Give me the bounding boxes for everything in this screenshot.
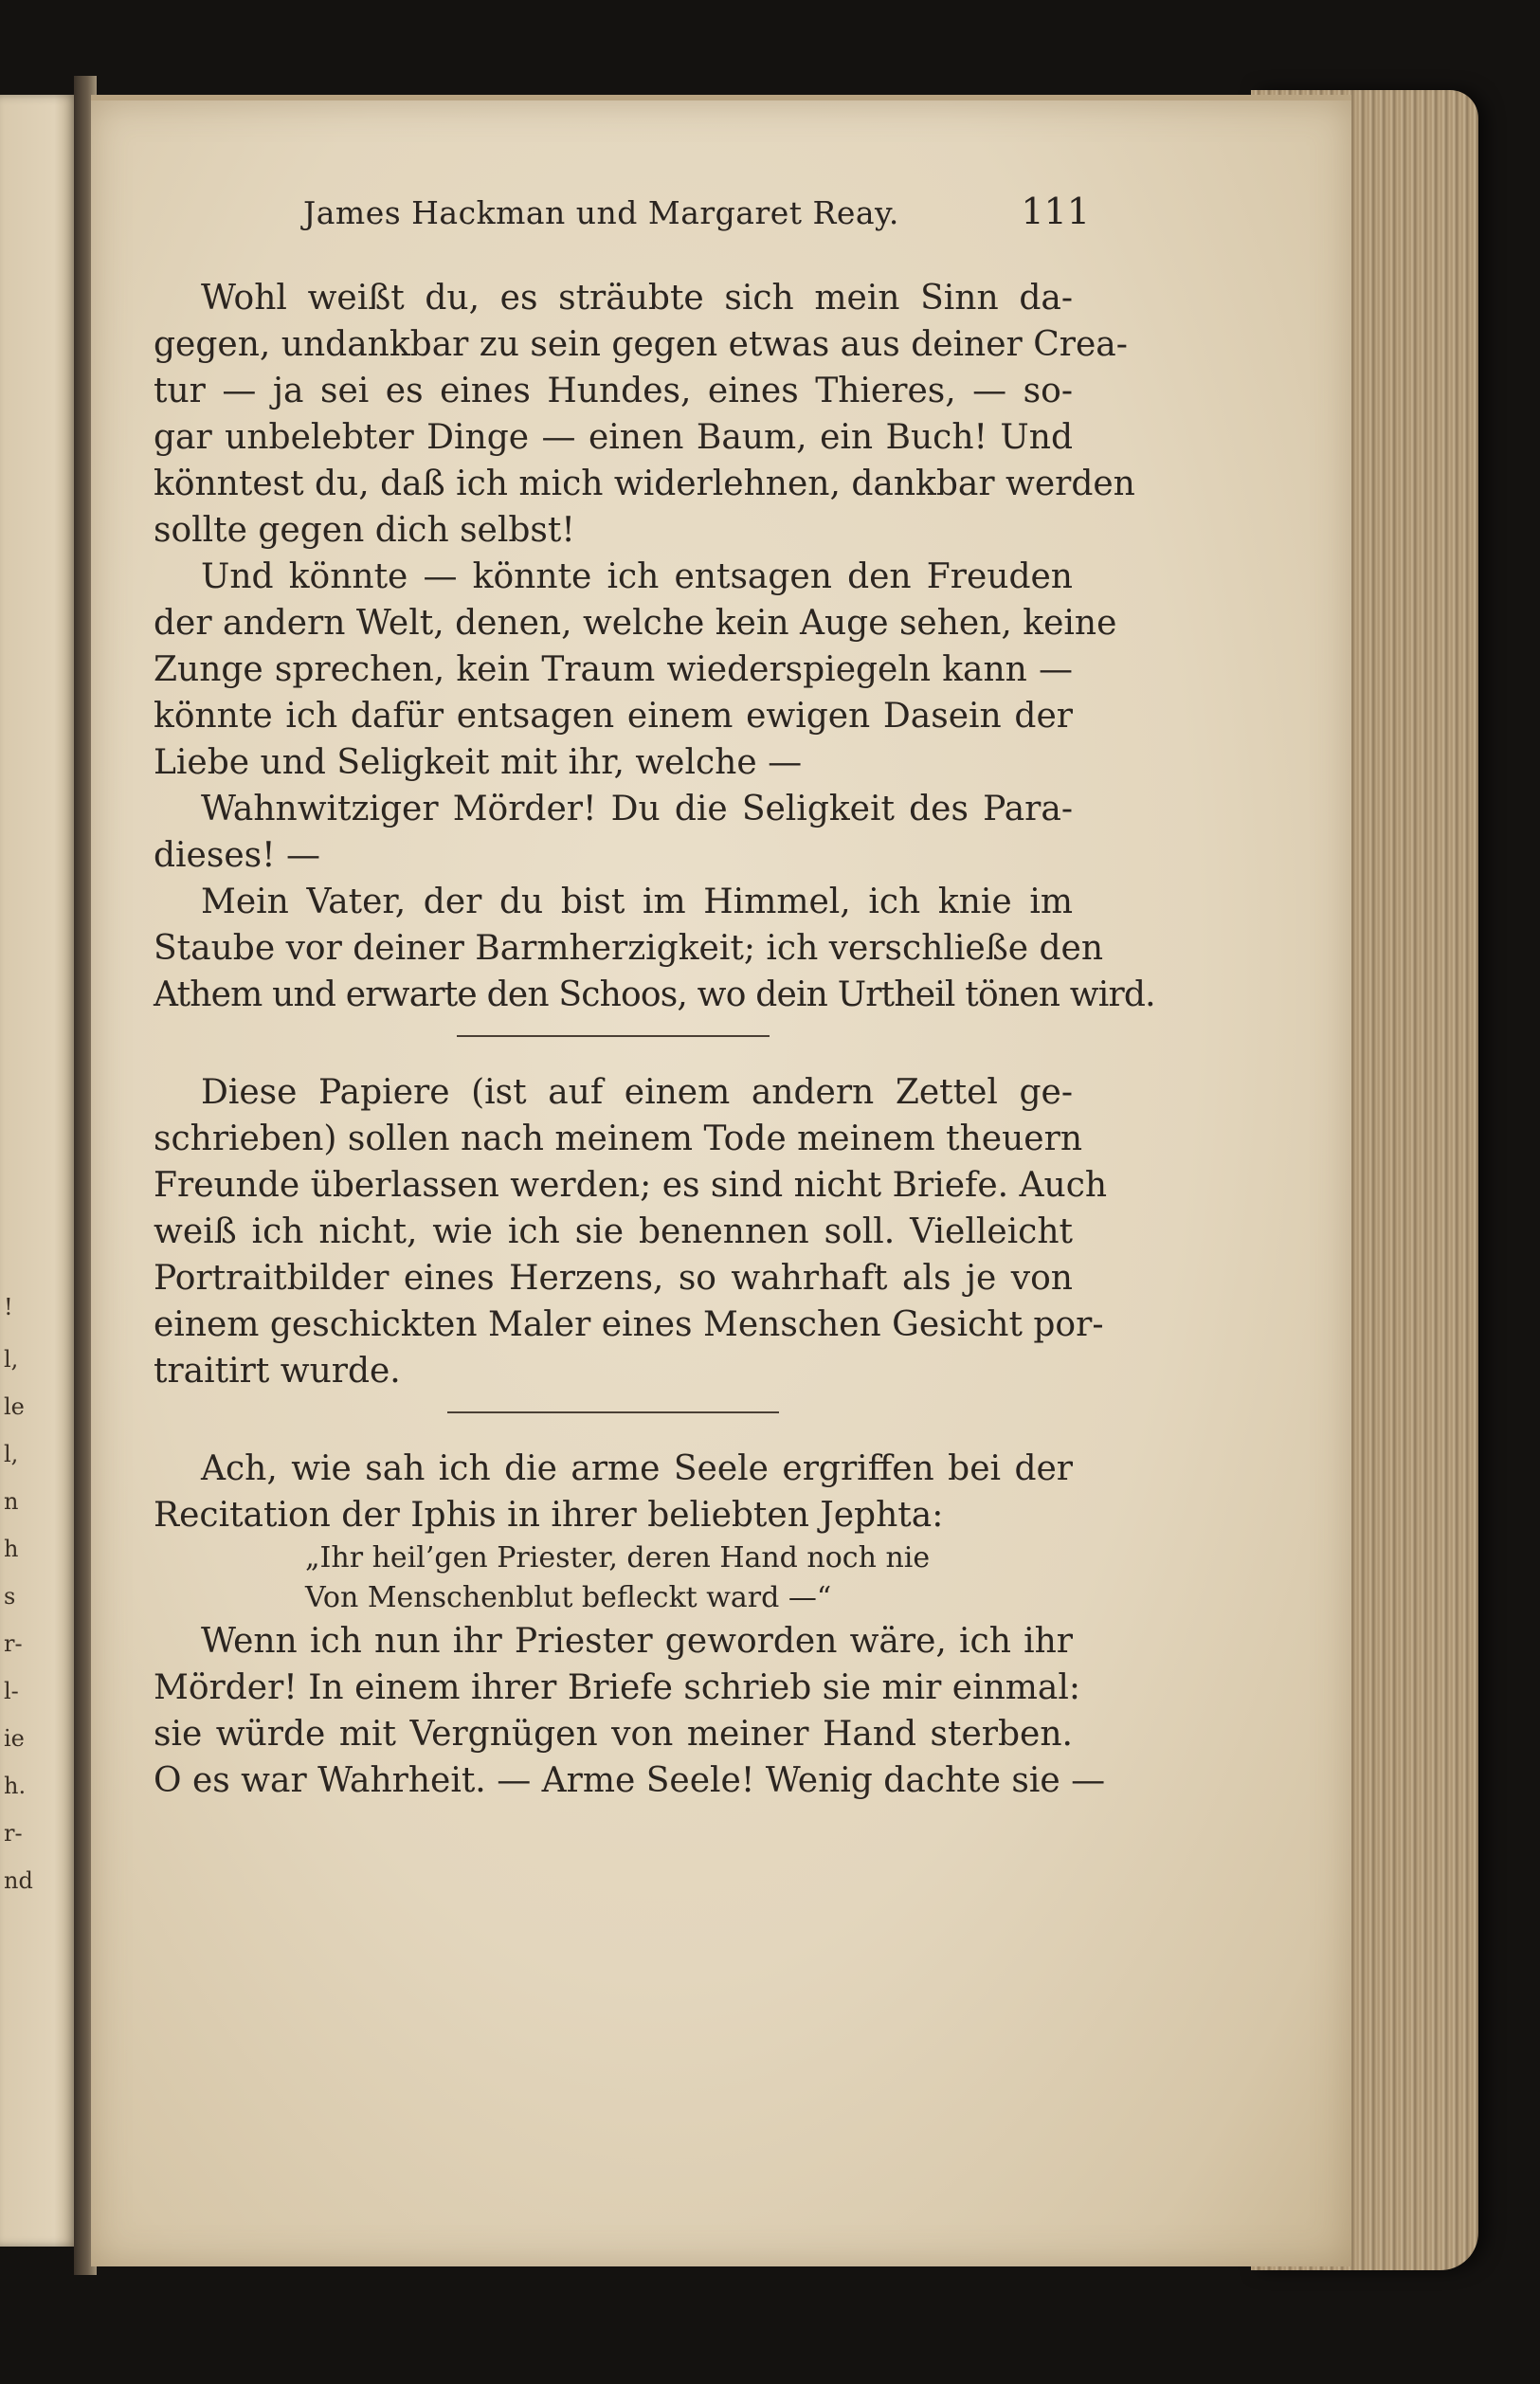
text-line: könntest du, daß ich mich widerlehnen, dankbar werden <box>154 464 1135 503</box>
verse-line: Von Menschenblut befleckt ward —“ <box>305 1581 832 1614</box>
left-page-fragment: n <box>4 1488 19 1515</box>
left-facing-page-edge <box>0 95 78 2247</box>
text-line: traitirt wurde. <box>154 1352 401 1391</box>
left-page-fragment: h. <box>4 1773 27 1799</box>
text-line: Portraitbilder eines Herzens, so wahrhaft als je von <box>154 1259 1073 1298</box>
text-line: sollte gegen dich selbst! <box>154 511 575 550</box>
text-line: Liebe und Seligkeit mit ihr, welche — <box>154 743 803 782</box>
page-number: 111 <box>1021 191 1090 232</box>
left-page-fragment: l, <box>4 1441 19 1467</box>
section-rule <box>457 1035 770 1037</box>
text-line: schrieben) sollen nach meinem Tode meinem theuern <box>154 1119 1082 1158</box>
text-line: dieses! — <box>154 836 321 875</box>
text-line: einem geschickten Maler eines Menschen Gesicht por- <box>154 1305 1104 1344</box>
left-page-fragment: ie <box>4 1725 25 1752</box>
page-header <box>208 191 1090 244</box>
left-page-fragment: r- <box>4 1630 23 1657</box>
text-line: sie würde mit Vergnügen von meiner Hand sterben. <box>154 1715 1073 1754</box>
text-line: Wahnwitziger Mörder! Du die Seligkeit des Para- <box>201 790 1073 828</box>
text-line: Mörder! In einem ihrer Briefe schrieb sie mir einmal: <box>154 1668 1080 1707</box>
running-head: James Hackman und Margaret Reay. <box>303 194 899 231</box>
text-line: Freunde überlassen werden; es sind nicht Briefe. Auch <box>154 1166 1108 1205</box>
text-line: gegen, undankbar zu sein gegen etwas aus deiner Crea- <box>154 325 1128 364</box>
text-line: Wenn ich nun ihr Priester geworden wäre, ich ihr <box>201 1622 1073 1661</box>
left-page-fragment: h <box>4 1536 19 1562</box>
text-line: gar unbelebter Dinge — einen Baum, ein Buch! Und <box>154 418 1073 457</box>
text-line: Recitation der Iphis in ihrer beliebten Jephta: <box>154 1496 944 1535</box>
text-line: Zunge sprechen, kein Traum wiederspiegeln kann — <box>154 650 1073 689</box>
text-line: könnte ich dafür entsagen einem ewigen Dasein der <box>154 697 1073 736</box>
left-page-fragment: le <box>4 1393 25 1420</box>
text-line: Wohl weißt du, es sträubte sich mein Sinn da- <box>201 279 1073 318</box>
text-line: der andern Welt, denen, welche kein Auge sehen, keine <box>154 604 1117 643</box>
text-line: Ach, wie sah ich die arme Seele ergriffen bei der <box>201 1449 1073 1488</box>
text-line: Athem und erwarte den Schoos, wo dein Urtheil tönen wird. <box>154 975 1155 1014</box>
text-line: weiß ich nicht, wie ich sie benennen soll. Vielleicht <box>154 1212 1073 1251</box>
left-page-fragment: l, <box>4 1346 19 1373</box>
text-line: Staube vor deiner Barmherzigkeit; ich verschließe den <box>154 929 1104 968</box>
text-line: tur — ja sei es eines Hundes, eines Thieres, — so- <box>154 372 1073 410</box>
page-body-text <box>154 275 1155 1804</box>
verse-line: „Ihr heil’gen Priester, deren Hand noch nie <box>305 1541 931 1574</box>
left-page-fragment: r- <box>4 1820 23 1847</box>
text-line: Diese Papiere (ist auf einem andern Zettel ge- <box>201 1073 1073 1112</box>
left-page-fragment: ! <box>4 1294 13 1320</box>
section-rule <box>447 1411 779 1413</box>
text-line: O es war Wahrheit. — Arme Seele! Wenig dachte sie — <box>154 1761 1106 1800</box>
left-page-fragment: nd <box>4 1867 33 1894</box>
left-page-fragment: l- <box>4 1678 19 1704</box>
left-page-fragment: s <box>4 1583 16 1610</box>
text-line: Und könnte — könnte ich entsagen den Freuden <box>201 557 1073 596</box>
text-line: Mein Vater, der du bist im Himmel, ich knie im <box>201 883 1073 921</box>
